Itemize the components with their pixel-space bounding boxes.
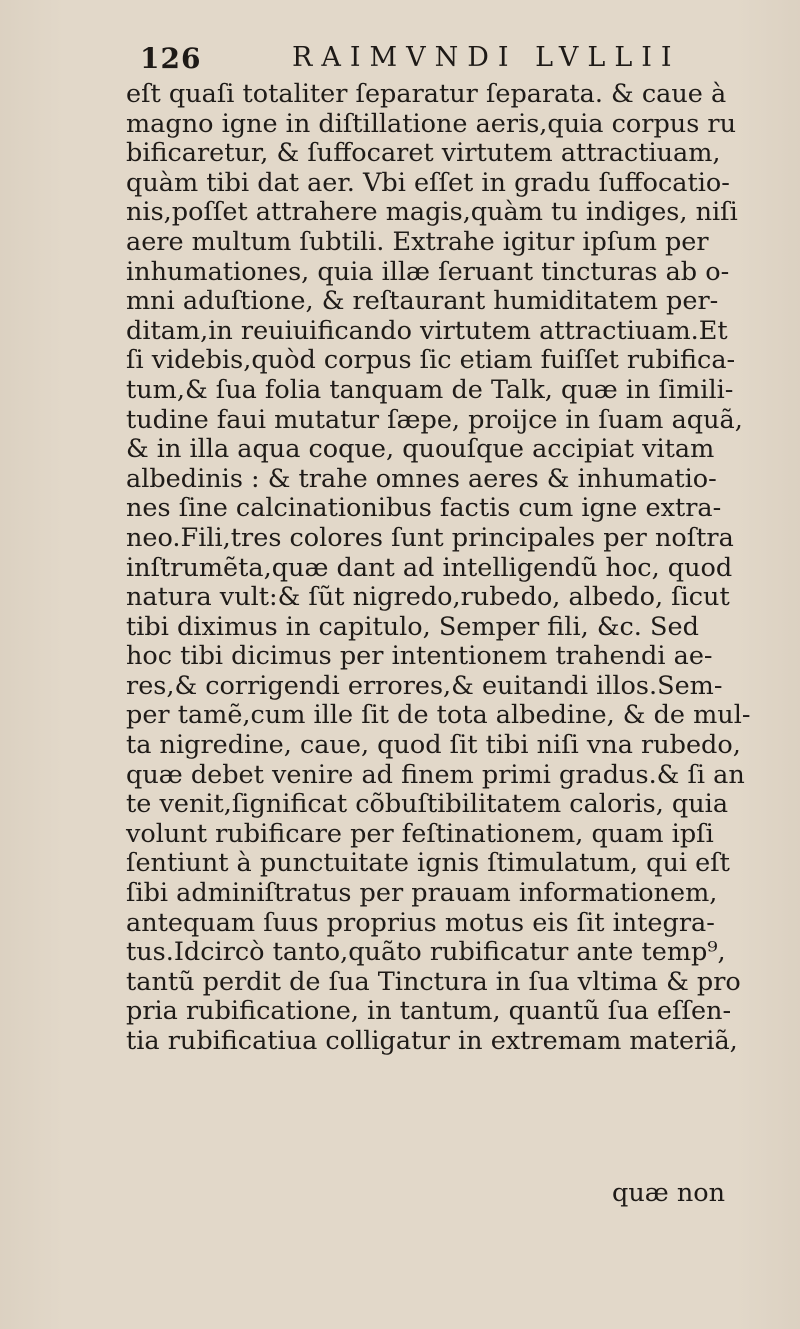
text-line: mni aduſtione, & reſtaurant humiditatem per- (126, 286, 719, 317)
text-line: aere multum ſubtili. Extrahe igitur ipſum per (126, 226, 709, 257)
text-line: eſt quaſi totaliter ſeparatur ſeparata. & caue à (126, 79, 727, 109)
text-line: res,& corrigendi errores,& euitandi illos.Sem- (126, 670, 723, 701)
text-line: ſibi adminiſtratus per prauam informationem, (126, 878, 718, 909)
running-title: RAIMVNDI LVLLII (292, 42, 681, 73)
text-line: nis,poſſet attrahere magis,quàm tu indiges, niſi (126, 197, 738, 228)
text-line: bificaretur, & ſuffocaret virtutem attractiuam, (126, 138, 721, 169)
text-line: magno igne in diſtillatione aeris,quia corpus ru (126, 108, 736, 139)
text-line: tantũ perdit de ſua Tinctura in ſua vltima & pro (126, 966, 741, 997)
page-number: 126 (140, 42, 202, 75)
text-line: tum,& ſua folia tanquam de Talk, quæ in ſimili- (126, 374, 734, 405)
text-line: inſtrumẽta,quæ dant ad intelligendũ hoc, quod (126, 552, 733, 583)
text-line: quæ debet venire ad finem primi gradus.& ſi an (126, 759, 745, 790)
text-line: volunt rubificare per feſtinationem, quam ipſi (126, 818, 714, 849)
text-line: tudine faui mutatur ſæpe, proijce in ſuam aquã, (126, 404, 743, 435)
text-line: hoc tibi dicimus per intentionem trahendi ae- (126, 641, 713, 672)
text-line: neo.Fili,tres colores ſunt principales per noſtra (126, 522, 734, 553)
text-line: ta nigredine, caue, quod ſit tibi niſi vna rubedo, (126, 730, 741, 761)
text-line: tus.Idcircò tanto,quãto rubificatur ante temp⁹, (126, 937, 726, 968)
text-line: quàm tibi dat aer. Vbi eſſet in gradu ſuffocatio- (126, 167, 730, 198)
text-line: per tamẽ,cum ille ſit de tota albedine, & de mul- (126, 700, 751, 731)
text-line: te venit,ſignificat cõbuſtibilitatem caloris, quia (126, 789, 729, 820)
catchword: quæ non (612, 1178, 726, 1208)
text-line: ſi videbis,quòd corpus ſic etiam fuiſſet rubifica- (126, 345, 736, 376)
text-line: ditam,in reuiuificando virtutem attractiuam.Et (126, 315, 728, 346)
text-line: ſentiunt à punctuitate ignis ſtimulatum, qui eſt (126, 848, 730, 879)
text-line: & in illa aqua coque, quouſque accipiat vitam (126, 434, 715, 465)
text-line: tia rubificatiua colligatur in extremam materiã, (126, 1026, 738, 1056)
text-line: albedinis : & trahe omnes aeres & inhumatio- (126, 463, 717, 494)
text-line: tibi diximus in capitulo, Semper fili, &c. Sed (126, 611, 699, 642)
text-line: inhumationes, quia illæ ſeruant tincturas ab o- (126, 256, 730, 287)
text-line: antequam ſuus proprius motus eis ſit integra- (126, 907, 715, 938)
text-line: natura vult:& ſũt nigredo,rubedo, albedo, ſicut (126, 582, 730, 613)
body-text (126, 80, 766, 1057)
text-line: pria rubificatione, in tantum, quantũ ſua eſſen- (126, 996, 732, 1027)
page-header (140, 42, 700, 82)
text-line: nes ſine calcinationibus factis cum igne extra- (126, 493, 722, 524)
